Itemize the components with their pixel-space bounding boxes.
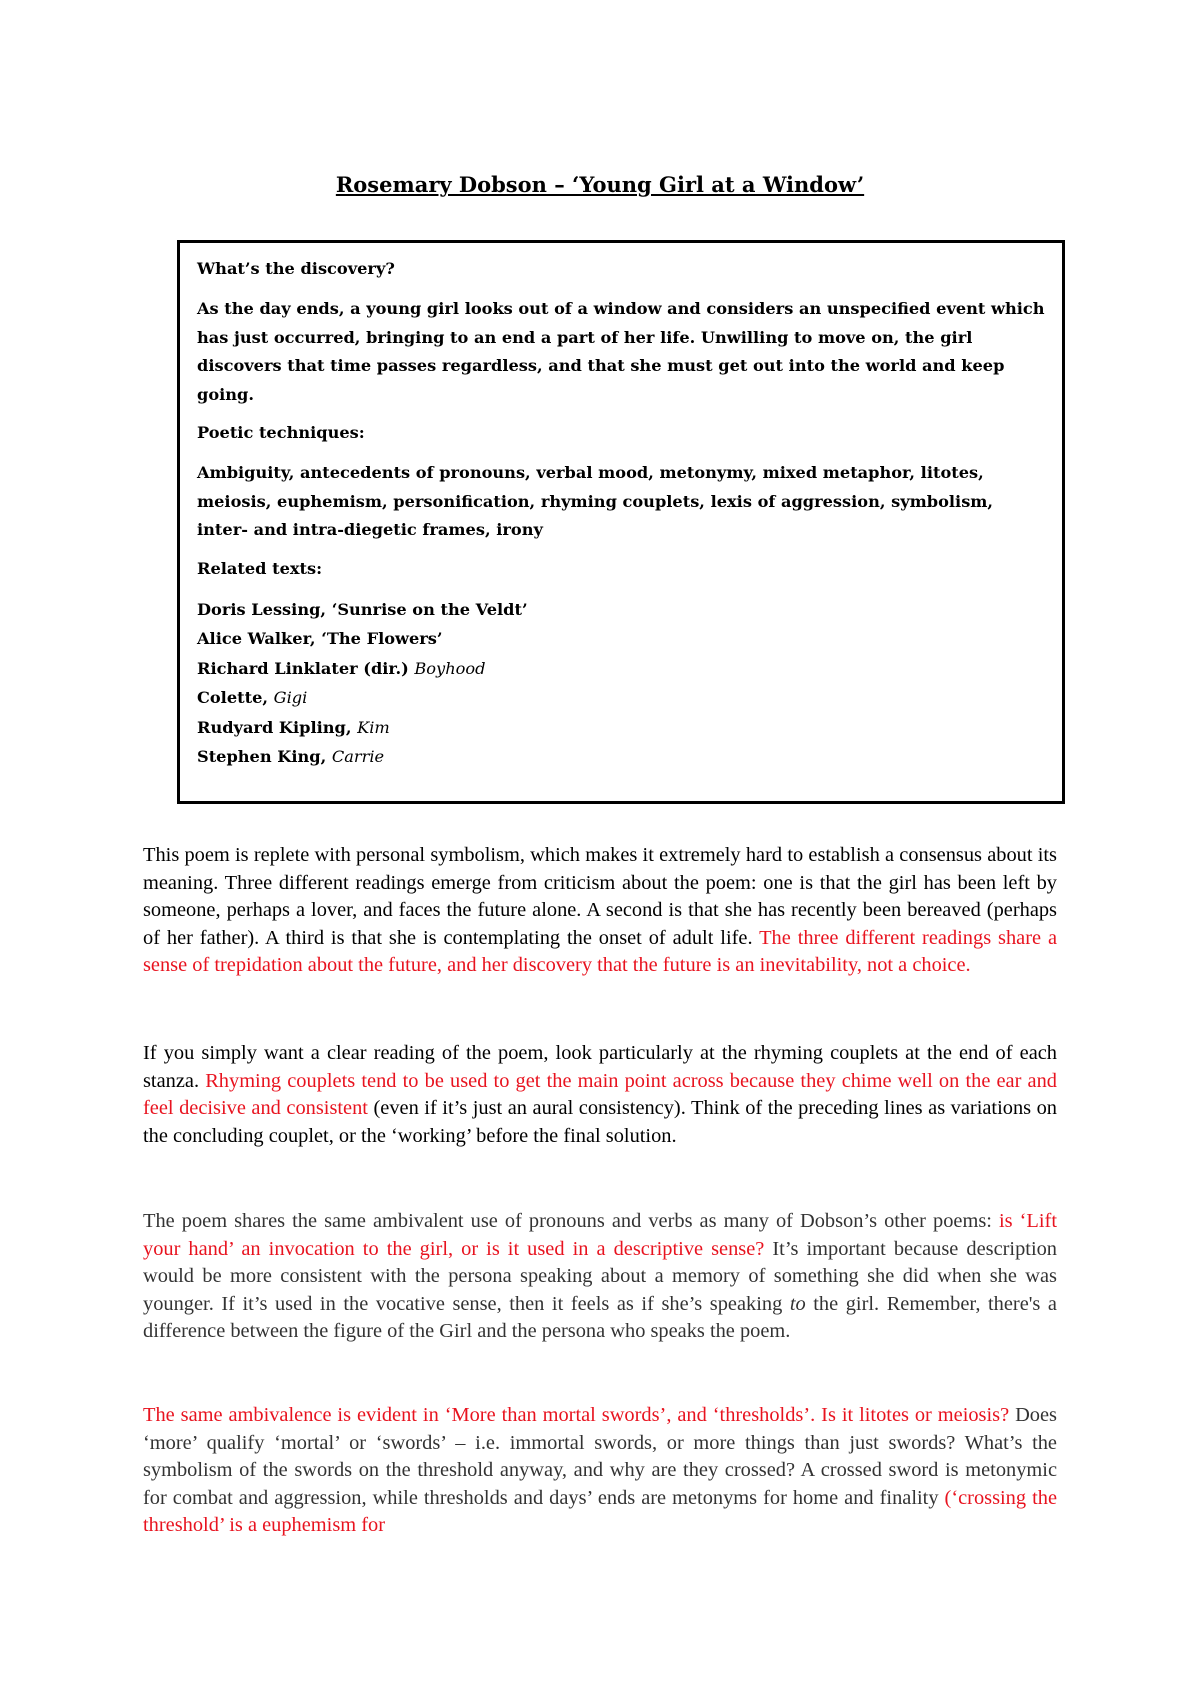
related-heading: Related texts: bbox=[197, 558, 323, 578]
emphasized-text: to bbox=[789, 1292, 806, 1315]
highlighted-text: The same ambivalence is evident in ‘More than mortal swords’, and ‘thresholds’. Is it litotes or meiosis? bbox=[143, 1404, 1010, 1426]
related-text-item bbox=[197, 683, 1045, 713]
body-paragraph-2 bbox=[143, 1040, 1057, 1150]
related-author: Colette, bbox=[197, 688, 274, 707]
paragraph-text: Does ‘more’ qualify ‘mortal’ or ‘swords’ – i.e. immortal swords, or more things than just swords? What’s the symbolism of the swords on the threshold anyway, and why are they crossed? A crossed sword is metonymic for combat and aggression, while thresholds and days’ ends are metonyms for home and finality bbox=[143, 1404, 1057, 1509]
related-text-item bbox=[197, 713, 1045, 743]
related-author: Doris Lessing, bbox=[197, 599, 332, 619]
techniques-text: Ambiguity, antecedents of pronouns, verbal mood, metonymy, mixed metaphor, litotes, meiosis, euphemism, personification, rhyming couplets, lexis of aggression, symbolism, inter- and intra-diegetic frames, irony bbox=[197, 463, 994, 539]
related-work-italic: Gigi bbox=[273, 688, 308, 707]
related-work: ‘The Flowers’ bbox=[321, 629, 443, 648]
related-work-italic: Boyhood bbox=[414, 658, 486, 678]
paragraph-text: It’s important because description would be more consistent with the persona speaking about a memory of something she did when she was younger. If it’s used in the vocative sense, then it feels as if she’s speaking bbox=[143, 1237, 1058, 1315]
related-author: Alice Walker, bbox=[197, 629, 322, 648]
related-text-item bbox=[197, 654, 1045, 684]
summary-box bbox=[177, 240, 1065, 804]
paragraph-text: (even if it’s just an aural consistency). Think of the preceding lines as variations on the concluding couplet, or the ‘working’ before the final solution. bbox=[143, 1097, 1057, 1147]
body-paragraph-3 bbox=[143, 1208, 1057, 1346]
related-texts-list bbox=[197, 595, 1045, 772]
highlighted-text: Rhyming couplets tend to be used to get the main point across because they chime well on the ear and feel decisive and consistent bbox=[143, 1069, 1057, 1119]
related-author: Stephen King, bbox=[197, 747, 332, 766]
highlighted-text: The three different readings share a sense of trepidation about the future, and her discovery that the future is an inevitability, not a choice. bbox=[143, 926, 1057, 976]
related-work-italic: Kim bbox=[357, 717, 390, 737]
related-author: Rudyard Kipling, bbox=[197, 717, 358, 737]
paragraph-text: the girl. Remember, there's a difference between the figure of the Girl and the persona who speaks the poem. bbox=[143, 1292, 1057, 1342]
techniques-heading: Poetic techniques: bbox=[197, 423, 365, 442]
discovery-heading: What’s the discovery? bbox=[197, 259, 395, 278]
discovery-text: As the day ends, a young girl looks out of a window and considers an unspecified event which has just occurred, bringing to an end a part of her life. Unwilling to move on, the girl discovers that time passes regardless, and that she must get out into the world and keep going. bbox=[197, 299, 1045, 404]
paragraph-text: The poem shares the same ambivalent use of pronouns and verbs as many of Dobson’s other poems: bbox=[143, 1210, 999, 1232]
body-paragraph-1 bbox=[143, 842, 1057, 980]
highlighted-text: is ‘Lift your hand’ an invocation to the girl, or is it used in a descriptive sense? bbox=[143, 1210, 1057, 1260]
related-text-item bbox=[197, 624, 1045, 654]
paragraph-text: If you simply want a clear reading of the poem, look particularly at the rhyming couplets at the end of each stanza. bbox=[143, 1042, 1057, 1092]
highlighted-text: (‘crossing the threshold’ is a euphemism for bbox=[143, 1486, 1057, 1536]
document-title: Rosemary Dobson – ‘Young Girl at a Window’ bbox=[335, 172, 865, 197]
related-author: Richard Linklater (dir.) bbox=[197, 658, 415, 678]
body-paragraph-4 bbox=[143, 1402, 1057, 1540]
related-text-item bbox=[197, 742, 1045, 772]
related-work: ‘Sunrise on the Veldt’ bbox=[331, 599, 528, 619]
paragraph-text: This poem is replete with personal symbolism, which makes it extremely hard to establish a consensus about its meaning. Three different readings emerge from criticism about the poem: one is that the girl has been left by someone, perhaps a lover, and faces the future alone. A second is that she has recently been bereaved (perhaps of her father). A third is that she is contemplating the onset of adult life. bbox=[143, 844, 1057, 949]
related-text-item bbox=[197, 595, 1045, 625]
related-work-italic: Carrie bbox=[331, 747, 385, 766]
